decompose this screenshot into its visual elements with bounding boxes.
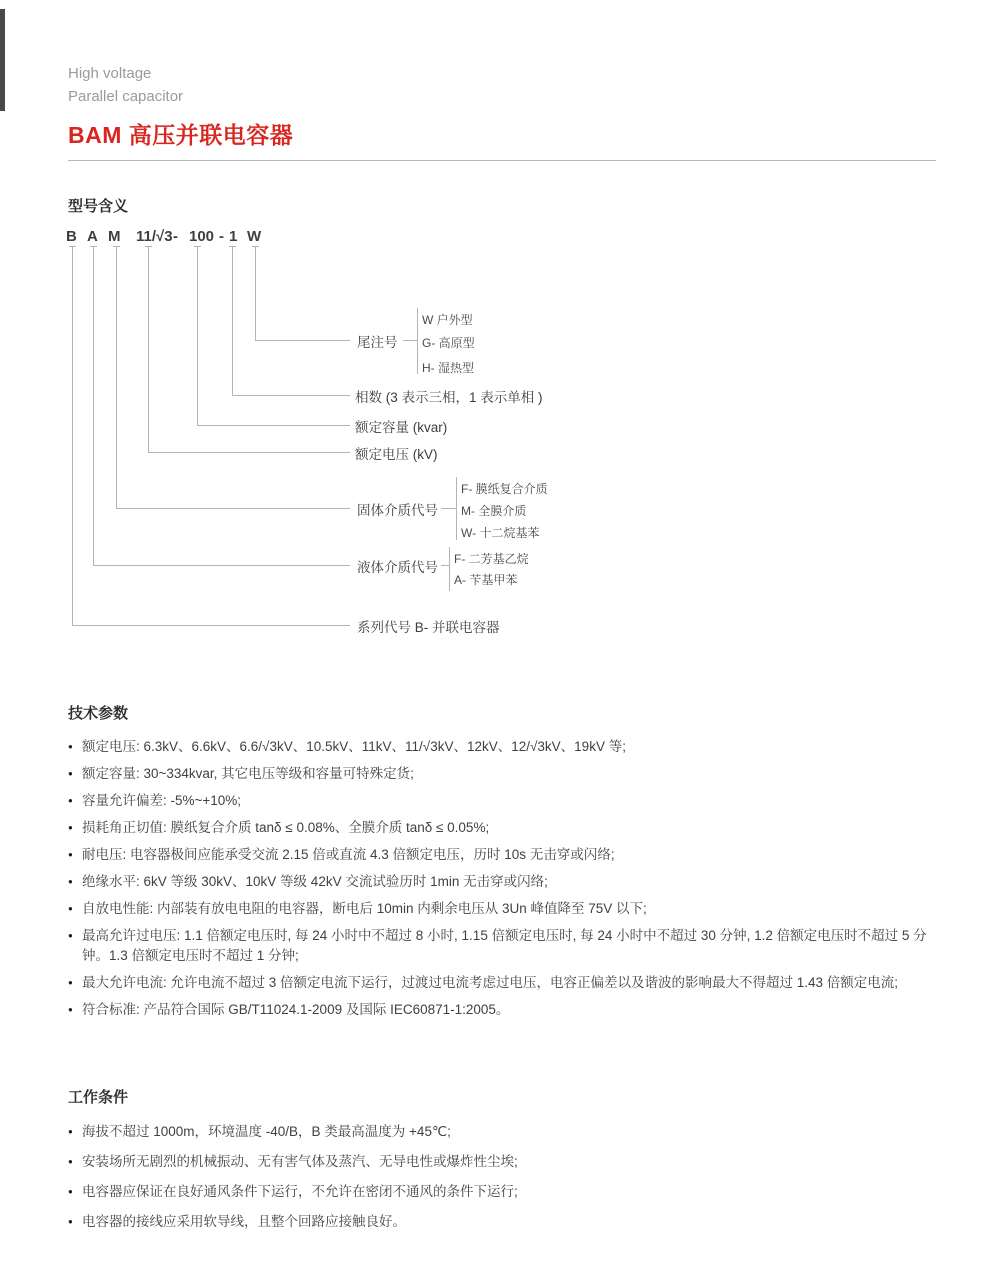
model-code-part: A: [87, 228, 98, 245]
diagram-connector-suffix: [255, 340, 350, 341]
liquid-option: F- 二芳基乙烷: [454, 552, 529, 566]
diagram-bracket-liquid: [449, 547, 450, 591]
tech-bullet: ● 额定电压: 6.3kV、6.6kV、6.6/√3kV、10.5kV、11kV、11/√3kV、12kV、12/√3kV、19kV 等;: [68, 737, 940, 757]
solid-option: F- 膜纸复合介质: [461, 482, 548, 496]
work-bullet-list: [68, 1122, 940, 1242]
bullet-dot-icon: ●: [68, 1217, 73, 1226]
bullet-dot-icon: ●: [68, 850, 73, 859]
work-bullet: ● 安装场所无剧烈的机械振动、无有害气体及蒸汽、无导电性或爆炸性尘埃;: [68, 1152, 940, 1172]
diagram-label-capacity: 额定容量 (kvar): [355, 420, 448, 435]
liquid-option: A- 苄基甲苯: [454, 573, 518, 587]
diagram-stem-solid: [116, 246, 117, 508]
diagram-label-suffix: 尾注号: [357, 335, 398, 350]
subtitle-line2: Parallel capacitor: [68, 88, 184, 105]
bullet-dot-icon: ●: [68, 742, 73, 751]
bullet-dot-icon: ●: [68, 1187, 73, 1196]
solid-option: W- 十二烷基苯: [461, 526, 540, 540]
model-code-part: B: [66, 228, 77, 245]
diagram-label-liquid: 液体介质代号: [357, 560, 438, 575]
diagram-connector-series: [72, 625, 350, 626]
tech-bullet-list: [68, 737, 940, 1027]
tech-bullet: ● 损耗角正切值: 膜纸复合介质 tanδ ≤ 0.08%、全膜介质 tanδ ≤ 0.05%;: [68, 818, 940, 838]
tech-bullet: ● 耐电压: 电容器极间应能承受交流 2.15 倍或直流 4.3 倍额定电压，历时 10s 无击穿或闪络;: [68, 845, 940, 865]
section-heading-model: 型号含义: [68, 198, 129, 215]
diagram-dash-suffix: [403, 340, 417, 341]
diagram-stem-capacity: [197, 246, 198, 425]
model-code-part: 11/√3: [136, 228, 173, 245]
bullet-dot-icon: ●: [68, 769, 73, 778]
model-code-part: 1: [229, 228, 238, 245]
work-bullet: ● 电容器的接线应采用软导线，且整个回路应接触良好。: [68, 1212, 940, 1232]
diagram-label-solid: 固体介质代号: [357, 503, 438, 518]
bullet-dot-icon: ●: [68, 1005, 73, 1014]
tech-bullet: ● 额定容量: 30~334kvar, 其它电压等级和容量可特殊定货;: [68, 764, 940, 784]
diagram-connector-voltage: [148, 452, 350, 453]
bullet-dot-icon: ●: [68, 904, 73, 913]
bullet-dot-icon: ●: [68, 1127, 73, 1136]
bullet-dot-icon: ●: [68, 931, 73, 940]
diagram-label-phase: 相数 (3 表示三相，1 表示单相 ): [355, 390, 543, 405]
diagram-bracket-suffix: [417, 308, 418, 374]
bullet-dot-icon: ●: [68, 978, 73, 987]
model-code-part: -: [219, 228, 224, 245]
diagram-dash-solid: [441, 508, 456, 509]
diagram-dash-liquid: [441, 565, 449, 566]
diagram-stem-series: [72, 246, 73, 625]
subtitle-english: [68, 62, 183, 108]
bullet-dot-icon: ●: [68, 796, 73, 805]
subtitle-line1: High voltage: [68, 65, 152, 82]
model-code-part: -: [173, 228, 178, 245]
tech-bullet: ● 最高允许过电压: 1.1 倍额定电压时, 每 24 小时中不超过 8 小时, 1.15 倍额定电压时, 每 24 小时中不超过 30 分钟, 1.2 倍额定电压时不超过 5 分钟。1.3 倍额定电压时不超过 1 分钟;: [68, 928, 927, 963]
diagram-connector-capacity: [197, 425, 350, 426]
tech-bullet: ● 容量允许偏差: -5%~+10%;: [68, 791, 940, 811]
diagram-connector-liquid: [93, 565, 350, 566]
tech-bullet: ● 符合标准: 产品符合国际 GB/T11024.1-2009 及国际 IEC60871-1:2005。: [68, 1000, 940, 1020]
diagram-stem-voltage: [148, 246, 149, 452]
tech-bullet: ● 绝缘水平: 6kV 等级 30kV、10kV 等级 42kV 交流试验历时 1min 无击穿或闪络;: [68, 872, 940, 892]
model-code-part: 100: [189, 228, 215, 245]
tech-bullet: ● 自放电性能: 内部装有放电电阻的电容器，断电后 10min 内剩余电压从 3Un 峰值降至 75V 以下;: [68, 899, 940, 919]
solid-option: M- 全膜介质: [461, 504, 527, 518]
scan-edge-artifact: [0, 9, 5, 111]
work-bullet: ● 海拔不超过 1000m，环境温度 -40/B，B 类最高温度为 +45℃;: [68, 1122, 940, 1142]
diagram-connector-phase: [232, 395, 350, 396]
section-heading-tech: 技术参数: [68, 705, 129, 722]
bullet-dot-icon: ●: [68, 1157, 73, 1166]
diagram-connector-solid: [116, 508, 350, 509]
suffix-option: W 户外型: [422, 313, 473, 327]
diagram-stem-suffix: [255, 246, 256, 340]
diagram-label-series: 系列代号 B- 并联电容器: [357, 620, 500, 635]
diagram-stem-liquid: [93, 246, 94, 565]
model-code-part: M: [108, 228, 121, 245]
bullet-dot-icon: ●: [68, 823, 73, 832]
page-title: BAM 高压并联电容器: [68, 122, 294, 148]
diagram-stem-phase: [232, 246, 233, 395]
suffix-option: H- 湿热型: [422, 361, 474, 375]
diagram-bracket-solid: [456, 477, 457, 540]
suffix-option: G- 高原型: [422, 336, 475, 350]
header-divider: [68, 160, 936, 161]
bullet-dot-icon: ●: [68, 877, 73, 886]
model-code-part: W: [247, 228, 262, 245]
section-heading-work: 工作条件: [68, 1089, 129, 1106]
tech-bullet: ● 最大允许电流: 允许电流不超过 3 倍额定电流下运行，过渡过电流考虑过电压，电容正偏差以及谐波的影响最大不得超过 1.43 倍额定电流;: [68, 973, 940, 993]
diagram-label-voltage: 额定电压 (kV): [355, 447, 438, 462]
work-bullet: ● 电容器应保证在良好通风条件下运行，不允许在密闭不通风的条件下运行;: [68, 1182, 940, 1202]
